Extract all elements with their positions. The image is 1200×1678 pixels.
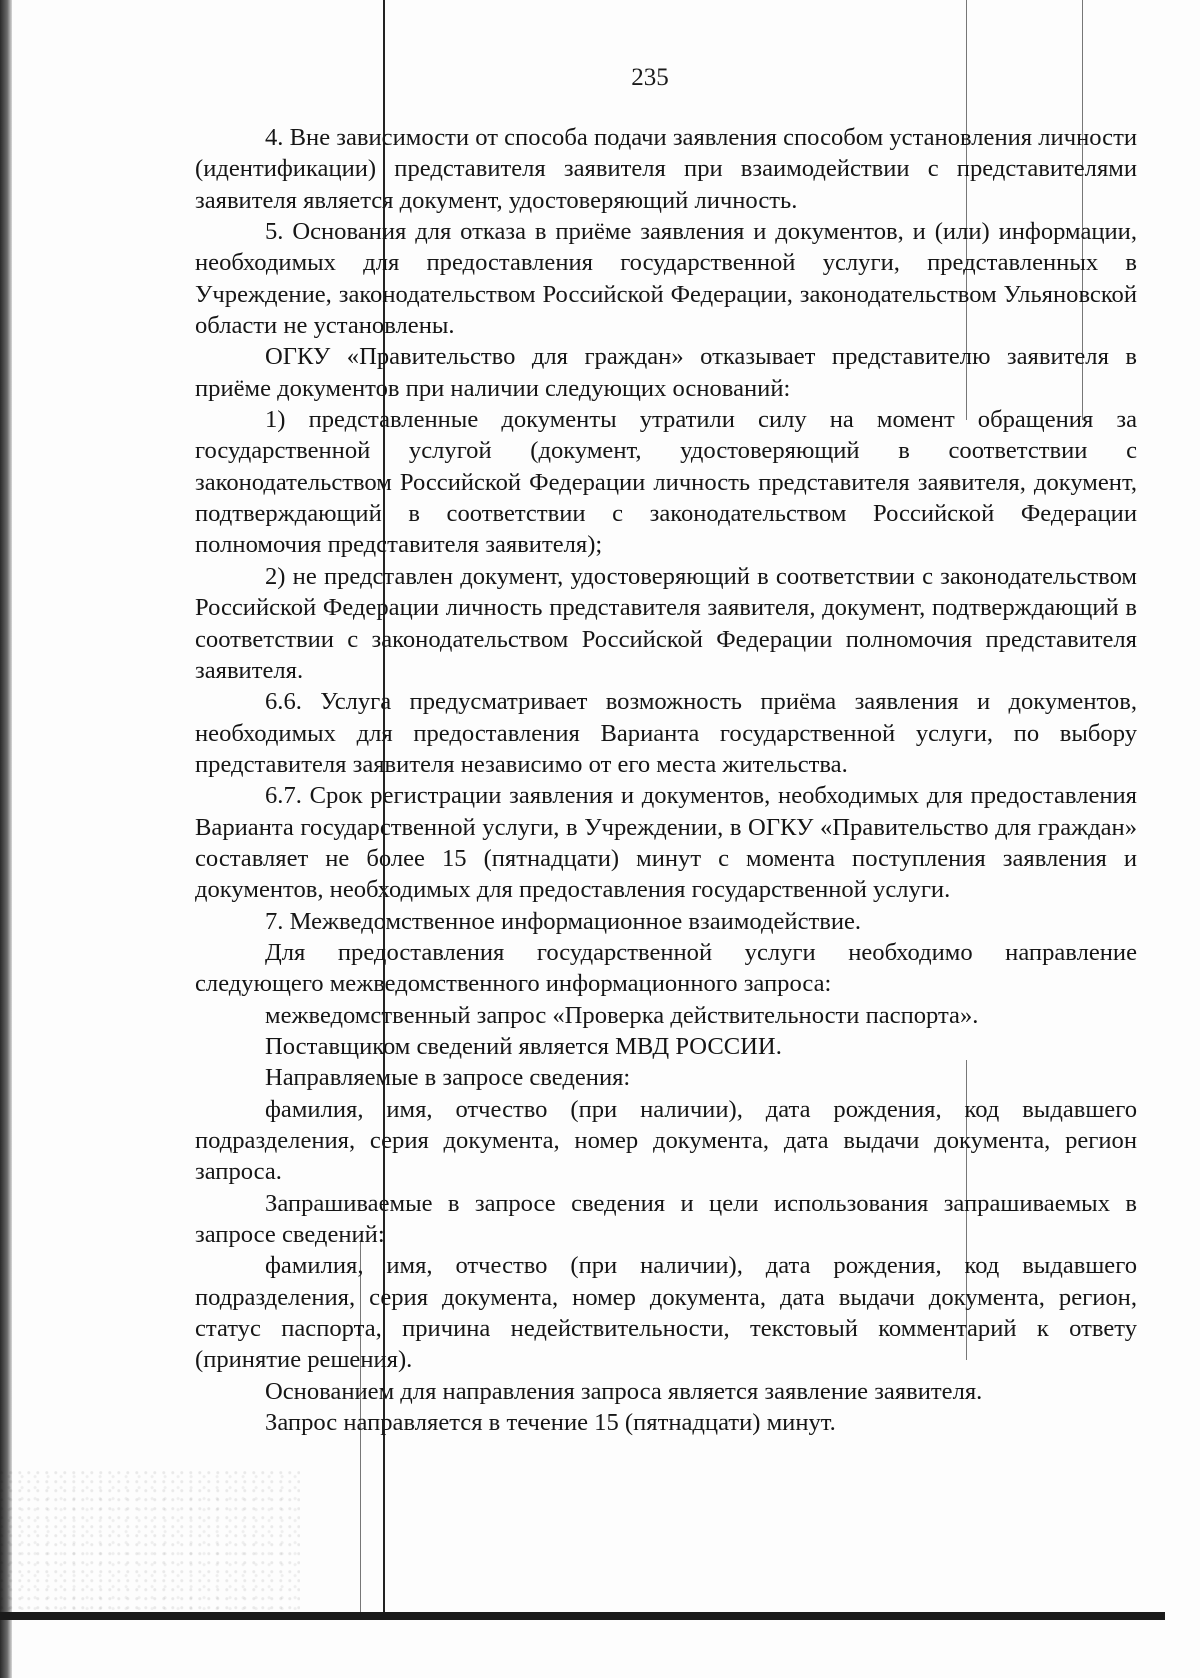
- page-number: 235: [631, 64, 669, 91]
- paragraph: Направляемые в запросе сведения:: [265, 1064, 631, 1092]
- paragraph: Для предоставления государственной услуги необходимо направление следующего межведомственного информационного запроса:: [195, 938, 1137, 998]
- paragraph: ОГКУ «Правительство для граждан» отказывает представителю заявителя в приёме документов при наличии следующих оснований:: [195, 343, 1137, 402]
- paragraph: Запрос направляется в течение 15 (пятнадцати) минут.: [265, 1409, 836, 1437]
- scan-noise: [0, 1470, 300, 1610]
- paragraph: 6.7. Срок регистрации заявления и документов, необходимых для предоставления Варианта государственной услуги, в Учреждении, в ОГКУ «Правительство для граждан» составляет не более 15 (пятнадцати) минут с момента поступления заявления и документов, необходимых для предоставления государственной услуги.: [195, 782, 1137, 904]
- body-text: [195, 122, 1137, 1438]
- scan-bottom-edge: [0, 1612, 1165, 1620]
- paragraph: 1) представленные документы утратили силу на момент обращения за государственной услугой (документ, удостоверяющий в соответствии с законодательством Российской Федерации личность представителя заявителя, документ, подтверждающий в соответствии с законодательством Российской Федерации полномочия представителя заявителя);: [195, 406, 1137, 559]
- paragraph: Запрашиваемые в запросе сведения и цели использования запрашиваемых в запросе сведений:: [195, 1189, 1137, 1249]
- paragraph: 2) не представлен документ, удостоверяющий в соответствии с законодательством Российской Федерации личность представителя заявителя, документ, подтверждающий в соответствии с законодательством Российской Федерации полномочия представителя заявителя.: [195, 562, 1137, 684]
- paragraph: 7. Межведомственное информационное взаимодействие.: [265, 907, 862, 935]
- scan-left-edge: [0, 0, 12, 1678]
- paragraph: фамилия, имя, отчество (при наличии), дата рождения, код выдавшего подразделения, серия документа, номер документа, дата выдачи документа, регион запроса.: [195, 1095, 1137, 1186]
- paragraph: 6.6. Услуга предусматривает возможность приёма заявления и документов, необходимых для предоставления Варианта государственной услуги, по выбору представителя заявителя независимо от его места жительства.: [195, 688, 1137, 778]
- paragraph: межведомственный запрос «Проверка действительности паспорта».: [265, 1001, 979, 1029]
- paragraph: 5. Основания для отказа в приёме заявления и документов, и (или) информации, необходимых для предоставления государственной услуги, представленных в Учреждение, законодательством Российской Федерации, законодательством Ульяновской области не установлены.: [195, 218, 1137, 340]
- paragraph: Поставщиком сведений является МВД РОССИИ.: [265, 1032, 782, 1060]
- paragraph: 4. Вне зависимости от способа подачи заявления способом установления личности (идентификации) представителя заявителя при взаимодействии с представителями заявителя является документ, удостоверяющий личность.: [195, 124, 1137, 214]
- paragraph: фамилия, имя, отчество (при наличии), дата рождения, код выдавшего подразделения, серия документа, номер документа, дата выдачи документа, регион, статус паспорта, причина недействительности, текстовый комментарий к ответу (принятие решения).: [195, 1252, 1137, 1374]
- paragraph: Основанием для направления запроса является заявление заявителя.: [265, 1377, 983, 1405]
